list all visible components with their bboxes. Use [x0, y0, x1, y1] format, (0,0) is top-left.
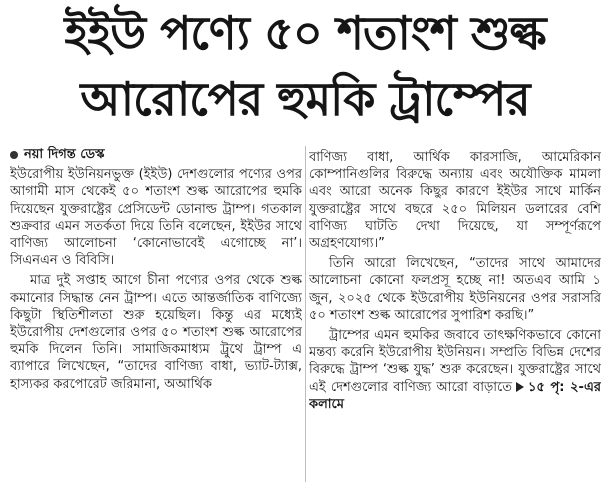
paragraph: তিনি আরো লিখেছেন, “তাদের সাথে আমাদের আলোচনা কোনো ফলপ্রসূ হচ্ছে না! অতএব আমি ১ জুন, ২০২৫ থেকে ইউরোপীয় ইউনিয়নের ওপর সরাসরি ৫০ শতাংশ শুল্ক আরোপের সুপারিশ করছি।”	[309, 256, 601, 323]
bullet-icon	[10, 151, 18, 159]
paragraph: মাত্র দুই সপ্তাহ আগে চীনা পণ্যের ওপর থেকে শুল্ক কমানোর সিদ্ধান্ত নেন ট্রাম্প। এতে আন্তর্জাতিক বাণিজ্যে কিছুটা স্থিতিশীলতা শুরু হয়েছিল। কিন্তু এর মধ্যেই ইউরোপীয় দেশগুলোর ওপর ৫০ শতাংশ শুল্ক আরোপের হুমকি দিলেন তিনি। সামাজিকমাধ্যম ট্রুথে ট্রাম্প এ ব্যাপারে লিখেছেন, “তাদের বাণিজ্য বাধা, ভ্যাট-ট্যাক্স, হাস্যকর করপোরেট জরিমানা, অআর্থিক	[10, 273, 302, 392]
article-column-left	[10, 146, 302, 482]
paragraph-last	[309, 327, 601, 413]
byline	[10, 146, 302, 163]
arrow-right-icon	[516, 382, 524, 392]
headline-line-1: ইইউ পণ্যে ৫০ শতাংশ শুল্ক	[64, 6, 546, 60]
paragraph: ইউরোপীয় ইউনিয়নভুক্ত (ইইউ) দেশগুলোর পণ্যের ওপর আগামী মাস থেকেই ৫০ শতাংশ শুল্ক আরোপের হুমকি দিয়েছেন যুক্তরাষ্ট্রের প্রেসিডেন্ট ডোনাল্ড ট্রাম্প। গতকাল শুক্রবার এমন সতর্কতা দিয়ে তিনি বলেছেন, ইইউর সাথে বাণিজ্য আলোচনা ‘কোনোভাবেই এগোচ্ছে না’। সিএনএন ও বিবিসি।	[10, 167, 302, 269]
paragraph-text: ট্রাম্পের এমন হুমকির জবাবে তাৎক্ষণিকভাবে কোনো মন্তব্য করেনি ইউরোপীয় ইউনিয়ন। সম্প্রতি বিভিন্ন দেশের বিরুদ্ধে ট্রাম্প ‘শুল্ক যুদ্ধ’ শুরু করেছেন। যুক্তরাষ্ট্রের সাথে এই দেশগুলোর বাণিজ্য আরো বাড়াতে	[309, 328, 601, 395]
column-divider	[305, 146, 306, 482]
continuation-note: ১৫ পৃ: ২-এর কলামে	[309, 379, 601, 412]
article-column-right	[309, 149, 601, 485]
byline-text: নয়া দিগন্ত ডেস্ক	[24, 147, 105, 162]
headline-line-2: আরোপের হুমকি ট্রাম্পের	[80, 72, 530, 126]
paragraph: বাণিজ্য বাধা, আর্থিক কারসাজি, আমেরিকান কোম্পানিগুলির বিরুদ্ধে অন্যায় এবং অযৌক্তিক মামলা এবং আরো অনেক কিছুর কারণে ইইউর সাথে মার্কিন যুক্তরাষ্ট্রের সাথে বছরে ২৫০ মিলিয়ন ডলারের বেশি বাণিজ্য ঘাটতি দেখা দিয়েছে, যা সম্পূর্ণরূপে অগ্রহণযোগ্য।”	[309, 150, 601, 252]
